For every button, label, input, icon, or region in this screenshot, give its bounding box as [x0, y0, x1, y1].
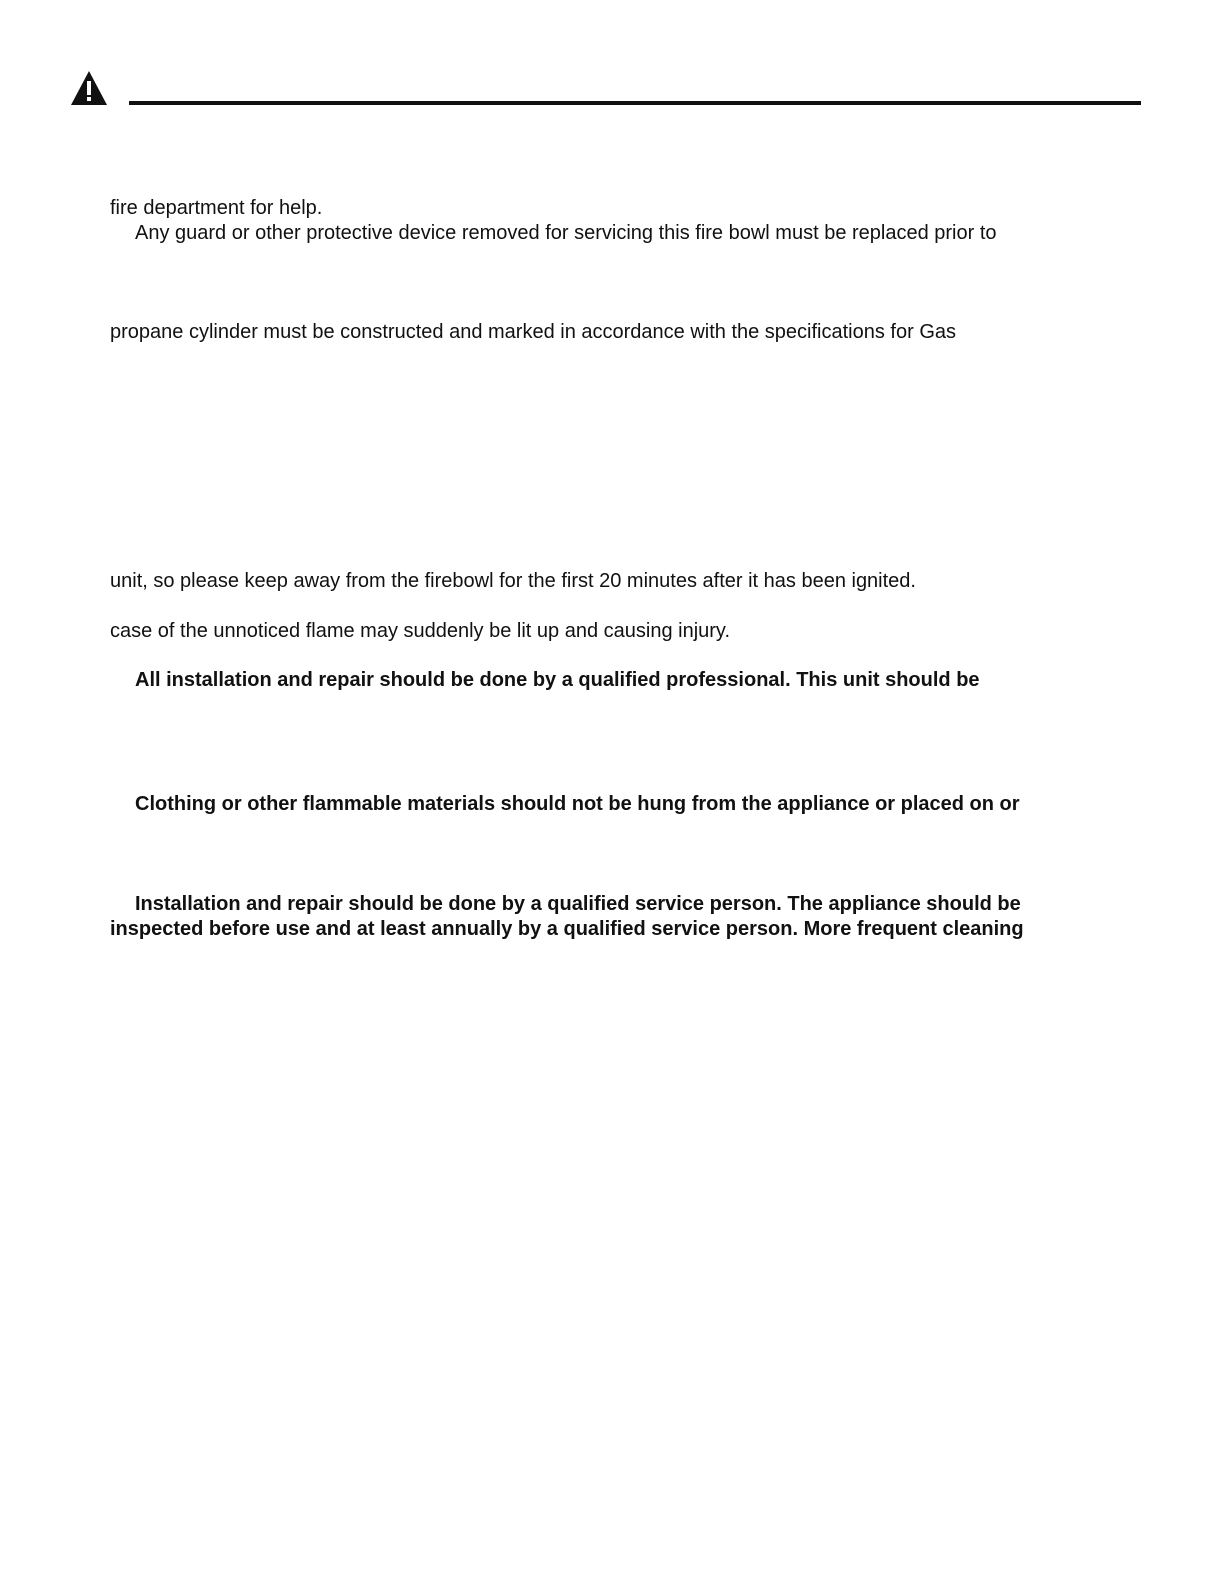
text-line: inspected before use and at least annually by a qualified service person. More frequent cleaning [110, 918, 1024, 940]
warning-triangle-icon [70, 70, 108, 106]
text-line: Clothing or other flammable materials should not be hung from the appliance or placed on or [135, 793, 1020, 815]
text-line: case of the unnoticed flame may suddenly be lit up and causing injury. [110, 620, 730, 642]
text-line: Any guard or other protective device removed for servicing this fire bowl must be replaced prior to [135, 222, 997, 244]
text-line: All installation and repair should be done by a qualified professional. This unit should be [135, 669, 980, 691]
text-line: Installation and repair should be done by a qualified service person. The appliance should be [135, 893, 1021, 915]
text-line: fire department for help. [110, 197, 323, 219]
text-line: propane cylinder must be constructed and marked in accordance with the specifications for Gas [110, 321, 956, 343]
header-rule [129, 101, 1141, 105]
text-line: unit, so please keep away from the firebowl for the first 20 minutes after it has been ignited. [110, 570, 916, 592]
